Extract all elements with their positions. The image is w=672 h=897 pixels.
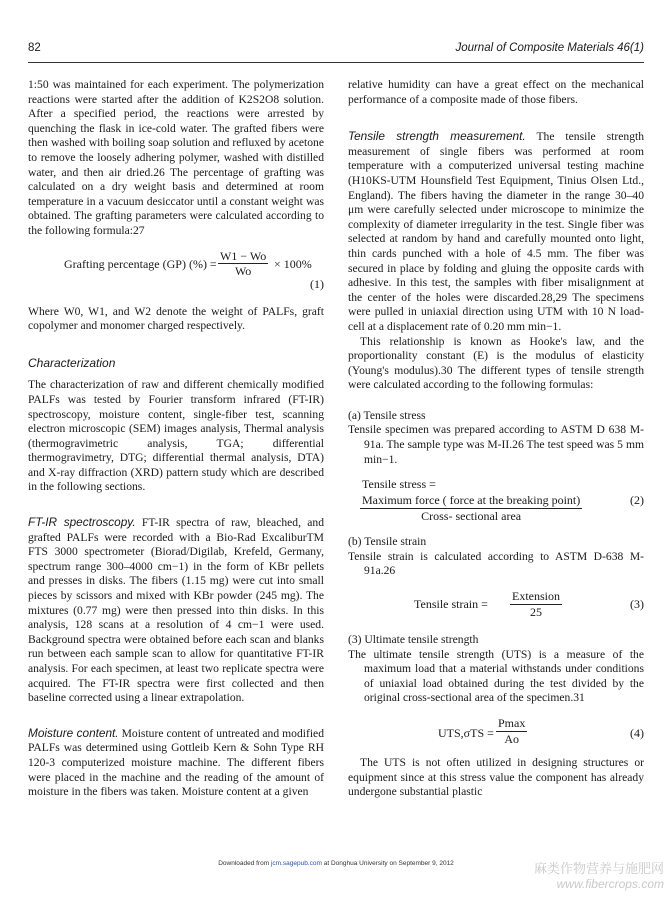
- run-in-heading: Moisture content.: [28, 725, 119, 740]
- list-text: Tensile specimen was prepared according to ASTM D 638 M-91a. The sample type was M-II.26 The test speed was 5 mm min−1.: [348, 423, 644, 466]
- list-title: (3) Ultimate tensile strength: [348, 633, 479, 647]
- equation-fraction: [360, 493, 582, 523]
- list-item-b: [348, 535, 644, 579]
- paragraph: relative humidity can have a great effect on the mechanical performance of a composite made of those fibers.: [348, 78, 644, 106]
- equation-number: (2): [630, 493, 644, 508]
- paragraph: [28, 726, 324, 800]
- paragraph: The characterization of raw and different chemically modified PALFs was tested by Fourier transform infrared (FT-IR) spectroscopy, moisture content, single-fiber test, scanning electron microscopic (SEM) images analysis, Thermal analysis (thermogravimetric analysis, TGA; differential thermogravimetry, DTG; differential thermal analysis, DTA) and X-ray diffraction (XRD) pattern study which are described in the following sections.: [28, 378, 324, 494]
- paragraph: This relationship is known as Hooke's law, and the proportionality constant (E) is the modulus of elasticity (Young's modulus).30 The different types of tensile strength were calculated according to the following formulas:: [348, 334, 644, 392]
- page-number: 82: [28, 42, 41, 54]
- run-in-heading: FT-IR spectroscopy.: [28, 515, 136, 530]
- footer-link[interactable]: jcm.sagepub.com: [270, 860, 322, 867]
- equation-number: (3): [630, 597, 644, 612]
- equation-3: [348, 587, 644, 623]
- fraction-numerator: Extension: [512, 589, 560, 604]
- paragraph: The UTS is not often utilized in designing structures or equipment since at this stress value the component has already undergone substantial plastic: [348, 756, 644, 799]
- running-header: [28, 42, 644, 60]
- list-text: Tensile strain is calculated according to ASTM D-638 M-91a.26: [348, 549, 644, 578]
- equation-fraction: [218, 249, 268, 279]
- fraction-denominator: Wo: [234, 264, 252, 279]
- paragraph-text: FT-IR spectra of raw, bleached, and grafted PALFs were recorded with a Bio-Rad ExcaliburTM FTS 3000 spectrometer (Biorad/Digilab, Krefeld, Germany, spectrum range 300–4000 cm−1) in the form of KBr pellets and presses in disks. The fibers (1.15 mg) were cut into small pieces by scissors and mixed with KBr powder (245 mg). The mixtures (0.77 mg) were then pressed into thin disks. In this analysis, 128 scans at a resolution of 4 cm−1 were used. Background spectra were obtained before each scan and blanks run between each sample scan to allow for quantitative FT-IR analysis. For each specimen, at least two replicate spectra were acquired. The FT-IR spectra were first collected and then baseline corrected using a linear extrapolation.: [28, 516, 324, 705]
- equation-4: [348, 714, 644, 752]
- list-item-a: [348, 409, 644, 467]
- watermark: [534, 858, 664, 891]
- section-heading: Characterization: [28, 355, 116, 370]
- equation-lhs: UTS,σTS =: [438, 726, 494, 740]
- equation-1: [28, 247, 324, 289]
- right-column: [348, 78, 644, 800]
- equation-number: (1): [310, 276, 324, 291]
- equation-fraction: [510, 589, 562, 619]
- equation-multiplier: × 100%: [274, 256, 312, 271]
- run-in-heading: Tensile strength measurement.: [348, 129, 526, 144]
- paragraph: [348, 129, 644, 334]
- footer-pre: Downloaded from: [218, 860, 270, 867]
- fraction-denominator: 25: [530, 604, 542, 619]
- list-title: (a) Tensile stress: [348, 408, 426, 422]
- fraction-numerator: W1 − Wo: [220, 248, 267, 263]
- fraction-denominator: Ao: [504, 731, 519, 746]
- list-text: The ultimate tensile strength (UTS) is a measure of the maximum load that a material withstands under conditions of uniaxial load obtained during the test divided by the original cross-sectional area of the specimen.31: [348, 647, 644, 705]
- paragraph: 1:50 was maintained for each experiment. The polymerization reactions were started after the addition of K2S2O8 solution. After a specified period, the reactions were arrested by quenching the flask in ice-cold water. The grafted fibers were then washed with boiling soap solution and refluxed by acetone to remove the loosely adhering polymer, washed with distilled water, and then air dried.26 The percentage of grafting was calculated on a dry weight basis and determined at room temperature in a vacuum desiccator until a constant weight was obtained. The grafting parameters were calculated according to the following formula:27: [28, 78, 324, 237]
- header-rule: [28, 62, 644, 63]
- paragraph-text: Moisture content of untreated and modified PALFs was determined using Gottleib Kern & Sohn Type RH 120-3 computerized moisture machine. The different fibers were placed in the machine and the reading of the amount of moisture in the fibers was taken. Moisture content at a given: [28, 726, 324, 799]
- journal-title: Journal of Composite Materials 46(1): [455, 42, 644, 54]
- left-column: [28, 78, 324, 800]
- equation-fraction: [496, 716, 527, 746]
- paragraph: Where W0, W1, and W2 denote the weight of PALFs, graft copolymer and monomer charged respectively.: [28, 304, 324, 333]
- equation-2: [348, 477, 644, 525]
- fraction-numerator: Maximum force ( force at the breaking point): [362, 493, 581, 508]
- paragraph-text: The tensile strength measurement of single fibers was performed at room temperature with a computerized universal testing machine (H10KS-UTM Hounsfield Test Equipment, Tinius Olsen Ltd., England). The fibers having the diameter in the range 30–40 μm were carefully selected under microscope to minimize the complexity of diameter irregularity in the test. Single fiber was selected at random by hand and carefully mounted onto light, thin cards punched with a hole of 4.5 mm. The fiber was secured in place by folding and gluing the opposite cards with adhesive. In this test, the samples with fiber misalignment at the center of the holes were discarded.28,29 The specimens were pulled in uniaxial direction using UTM with 10 N load-cell at a displacement rate of 0.20 mm min−1.: [348, 130, 645, 333]
- list-title: (b) Tensile strain: [348, 535, 427, 549]
- footer-post: at Donghua University on September 9, 2012: [323, 860, 454, 867]
- watermark-url: www.fibercrops.com: [556, 877, 664, 891]
- equation-lhs: Tensile strain =: [414, 597, 488, 612]
- equation-lhs: Grafting percentage (GP) (%) =: [64, 256, 217, 271]
- fraction-numerator: Pmax: [498, 716, 526, 730]
- list-item-c: [348, 633, 644, 706]
- equation-number: (4): [630, 726, 644, 740]
- equation-lhs: Tensile stress =: [362, 477, 436, 492]
- watermark-cn: 麻类作物营养与施肥网: [533, 861, 664, 876]
- paragraph: [28, 515, 324, 706]
- fraction-denominator: Cross- sectional area: [421, 508, 522, 523]
